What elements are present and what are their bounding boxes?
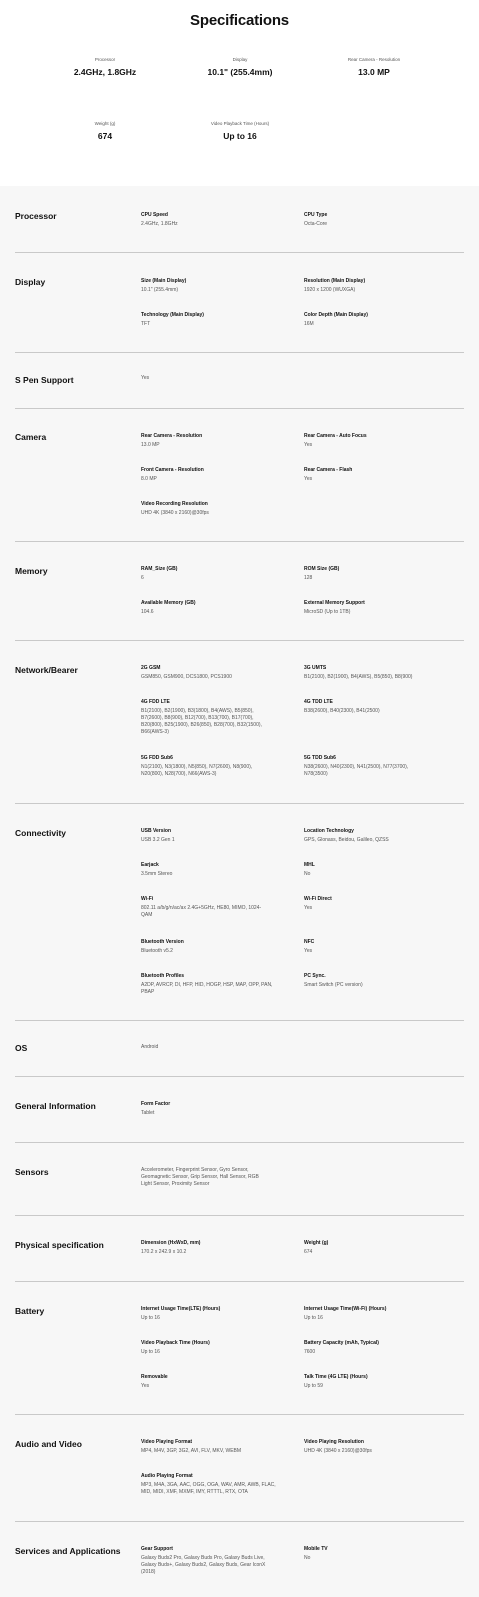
spec-section-services: [15, 1521, 464, 1597]
spec-label: 2G GSM: [141, 665, 161, 671]
spec-value: GPS, Glonass, Beidou, Galileo, QZSS: [304, 837, 389, 843]
spec-value: B1(2100), B2(1900), B4(AWS), B5(850), B8(900): [304, 674, 413, 680]
spec-label: Dimension (HxWxD, mm): [141, 1240, 201, 1246]
spec-item: [141, 1101, 281, 1117]
spec-section-display: [15, 252, 464, 353]
spec-item: [304, 467, 444, 483]
spec-label: Video Playback Time (Hours): [141, 1340, 210, 1346]
highlight-video-playback: [160, 121, 320, 141]
spec-item: [141, 1044, 281, 1051]
spec-value: 3.5mm Stereo: [141, 871, 173, 877]
spec-item: [141, 501, 281, 517]
spec-label: Weight (g): [304, 1240, 329, 1246]
spec-label: Location Technology: [304, 828, 354, 834]
section-title: Display: [15, 277, 46, 287]
spec-item: [141, 600, 281, 616]
spec-item: [141, 1240, 281, 1256]
highlight-label: Processor: [94, 57, 116, 62]
section-title: Battery: [15, 1306, 45, 1316]
spec-section-memory: [15, 541, 464, 641]
spec-label: Wi-Fi Direct: [304, 896, 332, 902]
spec-section-audio-video: [15, 1414, 464, 1522]
spec-value: 7600: [304, 1349, 316, 1355]
spec-item: [304, 828, 449, 844]
spec-value: 104.6: [141, 609, 154, 615]
spec-value: Yes: [304, 948, 313, 954]
spec-value: B38(2600), B40(2300), B41(2500): [304, 708, 380, 714]
spec-label: RAM_Size (GB): [141, 566, 178, 572]
spec-item: [304, 212, 444, 228]
spec-label: NFC: [304, 939, 315, 945]
spec-item: [304, 312, 444, 328]
spec-value: 8.0 MP: [141, 476, 157, 482]
spec-value: N1(2100), N3(1800), N5(850), N7(2600), N8(900), N20(800), N28(700), N66(AWS-3): [141, 764, 253, 777]
section-title: Memory: [15, 566, 48, 576]
spec-label: 5G FDD Sub6: [141, 755, 173, 761]
spec-item: [141, 1546, 286, 1576]
spec-label: Removable: [141, 1374, 168, 1380]
spec-label: Bluetooth Version: [141, 939, 184, 945]
section-title: Audio and Video: [15, 1439, 82, 1449]
spec-label: MHL: [304, 862, 315, 868]
spec-value: No: [304, 871, 311, 877]
spec-value: Tablet: [141, 1110, 155, 1116]
spec-label: Rear Camera - Resolution: [141, 433, 203, 439]
spec-item: [141, 1340, 281, 1356]
spec-value: MP4, M4V, 3GP, 3G2, AVI, FLV, MKV, WEBM: [141, 1448, 242, 1454]
spec-item: [141, 433, 281, 449]
spec-section-physical: [15, 1215, 464, 1282]
spec-label: Earjack: [141, 862, 159, 868]
spec-value: 16M: [304, 321, 314, 327]
spec-section-battery: [15, 1281, 464, 1415]
spec-value: Accelerometer, Fingerprint Sensor, Gyro Sensor, Geomagnetic Sensor, Grip Sensor, Hall Sensor, RGB Light Sensor, Proximity Sensor: [141, 1167, 259, 1187]
spec-value: 2.4GHz, 1.8GHz: [141, 221, 178, 227]
spec-label: Battery Capacity (mAh, Typical): [304, 1340, 379, 1346]
spec-item: [304, 433, 444, 449]
spec-value: GSM850, GSM900, DCS1800, PCS1900: [141, 674, 232, 680]
spec-label: 5G TDD Sub6: [304, 755, 336, 761]
spec-label: Technology (Main Display): [141, 312, 204, 318]
spec-label: Form Factor: [141, 1101, 171, 1107]
spec-value: 10.1" (255.4mm): [141, 287, 179, 293]
spec-value: A2DP, AVRCP, DI, HFP, HID, HOGP, HSP, MAP, OPP, PAN, PBAP: [141, 982, 273, 995]
section-title: Sensors: [15, 1167, 49, 1177]
spec-item: [304, 1546, 449, 1562]
spec-value: N38(2600), N40(2300), N41(2500), N77(3700), N78(3500): [304, 764, 409, 777]
spec-label: Available Memory (GB): [141, 600, 196, 606]
spec-label: Gear Support: [141, 1546, 173, 1552]
spec-value: UHD 4K (3840 x 2160)@30fps: [141, 510, 209, 516]
spec-item: [304, 973, 449, 989]
spec-item: [141, 467, 281, 483]
spec-value: Android: [141, 1044, 159, 1050]
highlight-value: 674: [97, 131, 113, 141]
spec-section-connectivity: [15, 803, 464, 1021]
spec-item: [304, 1340, 444, 1356]
spec-item: [141, 862, 286, 878]
spec-item: [141, 755, 286, 778]
highlight-label: Rear Camera - Resolution: [347, 57, 401, 62]
highlight-label: Weight (g): [94, 121, 116, 126]
spec-value: Yes: [304, 905, 313, 911]
spec-label: Internet Usage Time(LTE) (Hours): [141, 1306, 221, 1312]
spec-item: [141, 375, 281, 382]
spec-item: [141, 828, 286, 844]
spec-label: Audio Playing Format: [141, 1473, 193, 1479]
spec-label: Color Depth (Main Display): [304, 312, 368, 318]
spec-value: Up to 16: [141, 1315, 160, 1321]
spec-value: 6: [141, 575, 144, 581]
spec-label: Mobile TV: [304, 1546, 328, 1552]
spec-item: [141, 1374, 281, 1390]
spec-item: [304, 278, 444, 294]
spec-item: [141, 973, 286, 996]
spec-item: [304, 699, 449, 715]
spec-label: PC Sync.: [304, 973, 326, 979]
spec-section-network: [15, 640, 464, 804]
spec-item: [141, 566, 281, 582]
spec-value: Yes: [141, 1383, 150, 1389]
spec-value: No: [304, 1555, 311, 1561]
spec-item: [304, 862, 449, 878]
spec-item: [304, 665, 449, 681]
spec-label: Rear Camera - Flash: [304, 467, 353, 473]
spec-label: USB Version: [141, 828, 172, 834]
spec-item: [141, 939, 286, 955]
spec-value: Yes: [304, 476, 313, 482]
spec-label: Video Playing Resolution: [304, 1439, 364, 1445]
spec-label: 3G UMTS: [304, 665, 327, 671]
section-title: Connectivity: [15, 828, 67, 838]
spec-value: Galaxy Buds2 Pro, Galaxy Buds Pro, Galaxy Buds Live, Galaxy Buds+, Galaxy Buds2, Galaxy Buds, Gear IconX (2018): [141, 1555, 266, 1575]
spec-value: Smart Switch (PC version): [304, 982, 363, 988]
section-title: Processor: [15, 211, 57, 221]
spec-value: 674: [304, 1249, 313, 1255]
spec-label: Video Recording Resolution: [141, 501, 208, 507]
highlight-label: Video Playback Time (Hours): [210, 121, 270, 126]
section-title: S Pen Support: [15, 375, 74, 385]
section-title: Camera: [15, 432, 47, 442]
spec-label: Size (Main Display): [141, 278, 187, 284]
spec-section-processor: [15, 186, 464, 253]
spec-section-sensors: [15, 1142, 464, 1216]
spec-label: Talk Time (4G LTE) (Hours): [304, 1374, 368, 1380]
spec-label: Wi-Fi: [141, 896, 154, 902]
spec-label: CPU Type: [304, 212, 328, 218]
highlight-value: 13.0 MP: [358, 67, 390, 77]
spec-label: Resolution (Main Display): [304, 278, 366, 284]
highlight-value: 10.1" (255.4mm): [207, 67, 273, 77]
spec-section-os: [15, 1020, 464, 1077]
spec-value: 128: [304, 575, 313, 581]
spec-section-s-pen: [15, 352, 464, 409]
spec-value: Up to 59: [304, 1383, 323, 1389]
spec-item: [141, 699, 286, 736]
spec-value: Up to 16: [304, 1315, 323, 1321]
spec-item: [304, 600, 444, 616]
highlight-label: Display: [232, 57, 248, 62]
spec-item: [304, 1240, 444, 1256]
spec-value: MP3, M4A, 3GA, AAC, OGG, OGA, WAV, AMR, AWB, FLAC, MID, MIDI, XMF, MXMF, IMY, RTTTL, RTX, OTA: [141, 1482, 276, 1495]
page-title: Specifications: [190, 12, 289, 29]
highlight-rear-camera: [294, 57, 454, 77]
spec-value: 1920 x 1200 (WUXGA): [304, 287, 356, 293]
spec-value: Octa-Core: [304, 221, 328, 227]
spec-item: [141, 1473, 286, 1496]
spec-value: Bluetooth v5.2: [141, 948, 173, 954]
spec-label: 4G FDD LTE: [141, 699, 170, 705]
spec-item: [304, 566, 444, 582]
spec-label: Video Playing Format: [141, 1439, 193, 1445]
spec-item: [141, 1439, 286, 1455]
section-title: Network/Bearer: [15, 665, 78, 675]
spec-value: USB 3.2 Gen 1: [141, 837, 175, 843]
spec-item: [304, 755, 449, 778]
spec-value: Up to 16: [141, 1349, 160, 1355]
spec-item: [141, 1167, 286, 1188]
spec-section-general: [15, 1076, 464, 1143]
spec-item: [304, 1306, 444, 1322]
spec-value: Yes: [141, 375, 150, 381]
spec-label: 4G TDD LTE: [304, 699, 333, 705]
highlight-value: Up to 16: [223, 131, 257, 141]
spec-value: 802.11 a/b/g/n/ac/ax 2.4G+5GHz, HE80, MIMO, 1024- QAM: [141, 905, 262, 918]
highlight-value: 2.4GHz, 1.8GHz: [73, 67, 137, 77]
spec-value: MicroSD (Up to 1TB): [304, 609, 351, 615]
spec-label: ROM Size (GB): [304, 566, 340, 572]
spec-label: Bluetooth Profiles: [141, 973, 185, 979]
spec-label: Internet Usage Time(Wi-Fi) (Hours): [304, 1306, 387, 1312]
spec-highlights: [0, 0, 479, 186]
section-title: Physical specification: [15, 1240, 104, 1250]
spec-value: 13.0 MP: [141, 442, 160, 448]
spec-label: Rear Camera - Auto Focus: [304, 433, 367, 439]
spec-item: [141, 896, 286, 919]
spec-item: [304, 1439, 449, 1455]
section-title: Services and Applications: [15, 1546, 121, 1556]
spec-item: [304, 939, 449, 955]
spec-value: UHD 4K (3840 x 2160)@30fps: [304, 1448, 372, 1454]
spec-section-camera: [15, 408, 464, 542]
spec-label: CPU Speed: [141, 212, 168, 218]
section-title: General Information: [15, 1101, 96, 1111]
spec-value: 170.2 x 242.9 x 10.2: [141, 1249, 187, 1255]
spec-item: [141, 1306, 281, 1322]
spec-item: [141, 665, 286, 681]
section-title: OS: [15, 1043, 28, 1053]
spec-label: Front Camera - Resolution: [141, 467, 204, 473]
spec-item: [141, 312, 281, 328]
spec-label: External Memory Support: [304, 600, 365, 606]
spec-item: [304, 1374, 444, 1390]
spec-value: Yes: [304, 442, 313, 448]
spec-value: B1(2100), B2(1900), B3(1800), B4(AWS), B5(850), B7(2600), B8(900), B12(700), B13(700), B17(700), B20(800), B25(1900), B26(850), B28(700), B32(1500), B66(AWS-3): [141, 708, 262, 735]
spec-item: [141, 212, 281, 228]
spec-value: TFT: [141, 321, 151, 327]
spec-item: [304, 896, 449, 912]
spec-item: [141, 278, 281, 294]
